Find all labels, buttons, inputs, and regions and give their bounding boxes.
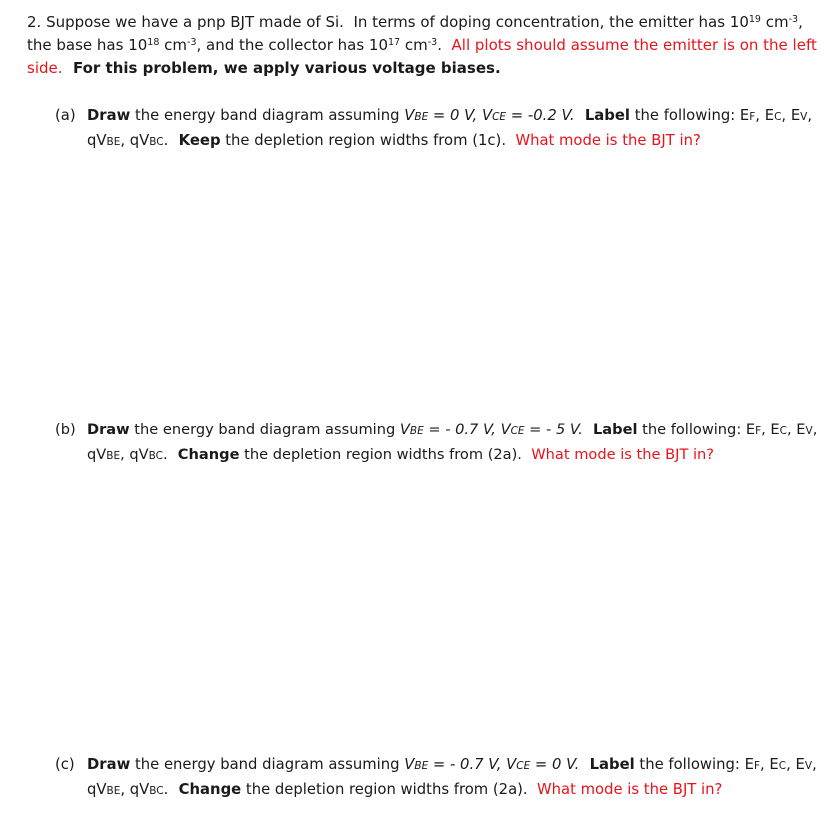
level-subscript: BE — [106, 136, 121, 148]
voltage-symbol: V — [404, 756, 415, 773]
level-subscript: BE — [106, 450, 121, 462]
punctuation: . — [437, 36, 452, 54]
punctuation: . — [163, 781, 169, 798]
draw-keyword: Draw — [87, 756, 131, 773]
voltage-value: = - 0.7 V, — [423, 421, 501, 438]
action-keyword: Change — [168, 781, 242, 798]
part-text: , qV — [120, 781, 150, 798]
intro-text: Suppose we have a pnp BJT made of Si. In terms of doping concentration, the emitter has 10 — [41, 13, 749, 31]
part-a-line-1 — [55, 104, 812, 129]
action-keyword: Keep — [168, 132, 221, 149]
punctuation: , — [798, 13, 803, 31]
part-text: , qV — [120, 132, 150, 149]
part-text: , qV — [120, 446, 149, 463]
part-b — [55, 418, 817, 468]
part-text: the depletion region widths from (2a). — [241, 781, 538, 798]
voltage-subscript: CE — [510, 425, 525, 437]
unit-text: cm — [400, 36, 428, 54]
punctuation: , — [807, 107, 813, 124]
intro-line-3 — [27, 57, 817, 80]
voltage-value: = -0.2 V. — [506, 107, 575, 124]
intro-line-2 — [27, 34, 817, 57]
part-text: , E — [760, 756, 779, 773]
voltage-value: = 0 V, — [428, 107, 482, 124]
part-label: (a) — [55, 107, 76, 124]
intro-line-1 — [27, 11, 817, 34]
level-subscript: BC — [149, 785, 164, 797]
level-subscript: V — [805, 425, 813, 437]
part-text: qV — [87, 446, 107, 463]
part-c-line-2 — [55, 778, 817, 803]
punctuation: , — [812, 421, 818, 438]
voltage-symbol: V — [481, 107, 493, 124]
label-keyword: Label — [582, 421, 638, 438]
voltage-subscript: BE — [409, 425, 424, 437]
exponent: 18 — [147, 37, 160, 49]
draw-keyword: Draw — [87, 421, 130, 438]
level-subscript: F — [753, 760, 760, 772]
part-text: , E — [781, 107, 801, 124]
voltage-subscript: CE — [492, 111, 507, 123]
intro-text: the base has 10 — [27, 36, 148, 54]
part-a-line-2 — [55, 129, 812, 154]
part-text: the following: E — [630, 107, 750, 124]
level-subscript: BC — [148, 450, 163, 462]
exponent: -3 — [427, 37, 438, 49]
red-instruction: All plots should assume the emitter is on the left — [451, 36, 817, 54]
part-text: the depletion region widths from (1c). — [220, 132, 516, 149]
level-subscript: C — [778, 760, 787, 772]
mode-question: What mode is the BJT in? — [515, 132, 701, 149]
mode-question: What mode is the BJT in? — [537, 781, 723, 798]
exponent: -3 — [788, 14, 799, 26]
part-label: (b) — [55, 421, 76, 438]
part-text: the energy band diagram assuming — [129, 421, 400, 438]
voltage-symbol: V — [506, 756, 517, 773]
level-subscript: F — [755, 425, 762, 437]
intro-text: , and the collector has 10 — [196, 36, 389, 54]
problem-intro — [27, 11, 817, 80]
level-subscript: C — [774, 111, 782, 123]
exponent: -3 — [187, 37, 197, 49]
part-c — [55, 753, 817, 803]
exponent: 17 — [388, 37, 401, 49]
voltage-subscript: CE — [516, 760, 531, 772]
part-text: the energy band diagram assuming — [130, 756, 405, 773]
problem-number: 2. — [27, 13, 42, 31]
part-b-line-1 — [55, 418, 817, 443]
part-c-line-1 — [55, 753, 817, 778]
part-text: the depletion region widths from (2a). — [239, 446, 532, 463]
unit-text: cm — [760, 13, 789, 31]
voltage-symbol: V — [500, 421, 511, 438]
punctuation: , — [812, 756, 817, 773]
level-subscript: F — [749, 111, 756, 123]
red-instruction: side. — [27, 59, 63, 77]
mode-question: What mode is the BJT in? — [531, 446, 715, 463]
part-text: , E — [761, 421, 780, 438]
part-text: qV — [87, 132, 107, 149]
level-subscript: C — [779, 425, 787, 437]
punctuation: . — [162, 446, 168, 463]
bold-instruction: For this problem, we apply various voltage biases. — [62, 59, 501, 77]
part-text: , E — [755, 107, 775, 124]
label-keyword: Label — [574, 107, 630, 124]
part-text: qV — [87, 781, 107, 798]
action-keyword: Change — [167, 446, 240, 463]
level-subscript: V — [800, 111, 808, 123]
level-subscript: V — [804, 760, 813, 772]
part-text: , E — [787, 421, 806, 438]
punctuation: . — [163, 132, 169, 149]
part-text: , E — [786, 756, 805, 773]
voltage-symbol: V — [404, 107, 415, 124]
label-keyword: Label — [579, 756, 635, 773]
voltage-symbol: V — [399, 421, 410, 438]
level-subscript: BE — [106, 785, 121, 797]
draw-keyword: Draw — [87, 107, 131, 124]
exponent: 19 — [748, 14, 761, 26]
voltage-value: = - 0.7 V, — [428, 756, 507, 773]
part-a — [55, 104, 812, 154]
part-text: the following: E — [634, 756, 754, 773]
voltage-subscript: BE — [414, 760, 429, 772]
level-subscript: BC — [149, 136, 164, 148]
part-b-line-2 — [55, 443, 817, 468]
voltage-value: = 0 V. — [530, 756, 580, 773]
voltage-subscript: BE — [414, 111, 429, 123]
part-text: the energy band diagram assuming — [130, 107, 405, 124]
part-text: the following: E — [637, 421, 756, 438]
voltage-value: = - 5 V. — [524, 421, 583, 438]
unit-text: cm — [159, 36, 188, 54]
part-label: (c) — [55, 756, 75, 773]
